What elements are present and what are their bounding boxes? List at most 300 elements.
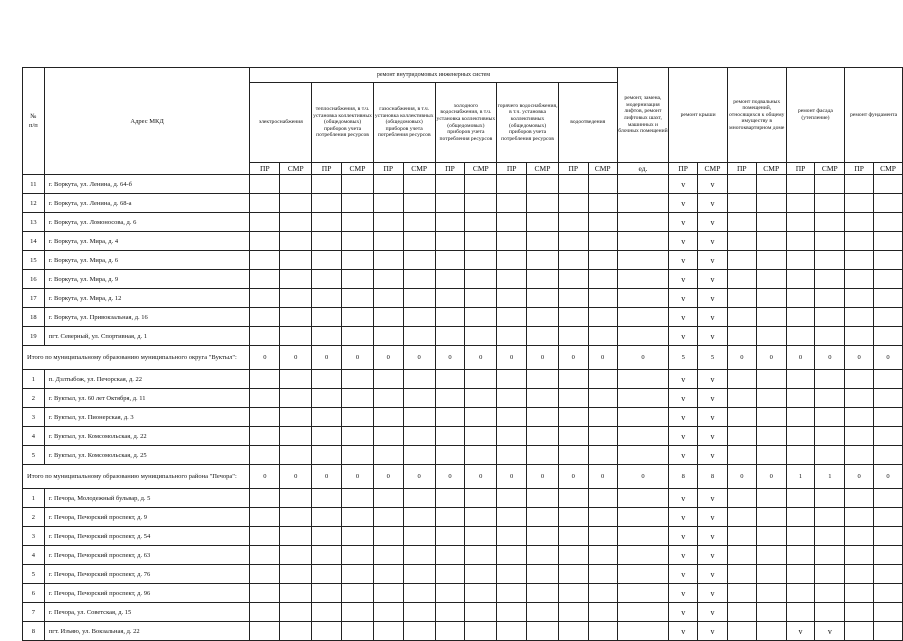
mark-cell xyxy=(527,508,559,527)
row-number: 8 xyxy=(23,622,45,641)
mark-cell: v xyxy=(669,565,698,584)
smr-label: СМР xyxy=(874,163,903,175)
col-heating-header: теплоснабжения, в т.ч. установка коллективных (общедомовых) приборов учета потребления ресурсов xyxy=(312,83,374,163)
mark-cell xyxy=(727,389,756,408)
mark-cell xyxy=(312,370,342,389)
row-address: г. Вуктыл, ул. Пионерская, д. 3 xyxy=(44,408,250,427)
mark-cell: v xyxy=(669,546,698,565)
mark-cell xyxy=(845,289,874,308)
mark-cell xyxy=(435,232,465,251)
table-row xyxy=(23,603,903,622)
mark-cell xyxy=(558,427,588,446)
mark-cell xyxy=(874,546,903,565)
ed-label: ед. xyxy=(617,163,669,175)
smr-label: СМР xyxy=(815,163,845,175)
mark-cell xyxy=(617,327,669,346)
row-number: 1 xyxy=(23,489,45,508)
col-foundation-header: ремонт фундамента xyxy=(845,68,903,163)
mark-cell: v xyxy=(786,622,815,641)
total-value: 0 xyxy=(373,346,403,370)
mark-cell xyxy=(617,546,669,565)
mark-cell xyxy=(250,546,280,565)
repair-plan-table xyxy=(22,67,903,641)
col-cold-water-header: холодного водоснабжения, в т.ч. установка коллективных (общедомовых) приборов учета потребления ресурсов xyxy=(435,83,497,163)
total-value: 0 xyxy=(465,465,497,489)
mark-cell xyxy=(756,270,786,289)
total-value: 5 xyxy=(698,346,728,370)
mark-cell xyxy=(497,408,527,427)
total-value: 0 xyxy=(312,346,342,370)
mark-cell: v xyxy=(669,327,698,346)
mark-cell xyxy=(373,289,403,308)
mark-cell xyxy=(588,194,617,213)
mark-cell xyxy=(786,251,815,270)
mark-cell xyxy=(280,489,312,508)
mark-cell xyxy=(280,213,312,232)
mark-cell xyxy=(815,603,845,622)
mark-cell xyxy=(845,603,874,622)
mark-cell: v xyxy=(698,546,728,565)
mark-cell xyxy=(403,213,435,232)
mark-cell xyxy=(786,270,815,289)
total-value: 0 xyxy=(874,346,903,370)
row-address: г. Вуктыл, ул. Комсомольская, д. 25 xyxy=(44,446,250,465)
mark-cell xyxy=(280,603,312,622)
mark-cell xyxy=(727,289,756,308)
row-address: г. Вуктыл, ул. 60 лет Октября, д. 11 xyxy=(44,389,250,408)
mark-cell xyxy=(312,489,342,508)
mark-cell: v xyxy=(698,194,728,213)
mark-cell xyxy=(617,508,669,527)
mark-cell xyxy=(845,270,874,289)
row-address: г. Воркута, ул. Мира, д. 12 xyxy=(44,289,250,308)
mark-cell xyxy=(312,584,342,603)
total-value: 0 xyxy=(527,346,559,370)
mark-cell xyxy=(373,603,403,622)
mark-cell xyxy=(312,308,342,327)
mark-cell xyxy=(588,251,617,270)
mark-cell xyxy=(527,289,559,308)
mark-cell xyxy=(342,408,374,427)
total-value: 0 xyxy=(465,346,497,370)
mark-cell xyxy=(845,213,874,232)
table-row xyxy=(23,427,903,446)
row-address: п. Дзлтыбож, ул. Печорская, д. 22 xyxy=(44,370,250,389)
mark-cell: v xyxy=(698,270,728,289)
total-value: 1 xyxy=(815,465,845,489)
mark-cell xyxy=(403,489,435,508)
mark-cell xyxy=(280,194,312,213)
mark-cell xyxy=(815,213,845,232)
mark-cell xyxy=(497,427,527,446)
mark-cell: v xyxy=(698,175,728,194)
mark-cell xyxy=(588,270,617,289)
mark-cell xyxy=(373,584,403,603)
mark-cell xyxy=(617,527,669,546)
total-value: 0 xyxy=(815,346,845,370)
mark-cell xyxy=(727,508,756,527)
mark-cell: v xyxy=(698,408,728,427)
table-row xyxy=(23,565,903,584)
mark-cell xyxy=(558,370,588,389)
mark-cell xyxy=(527,251,559,270)
mark-cell xyxy=(558,270,588,289)
row-address: г. Воркута, ул. Мира, д. 9 xyxy=(44,270,250,289)
mark-cell: v xyxy=(669,427,698,446)
total-value: 0 xyxy=(845,465,874,489)
mark-cell xyxy=(815,327,845,346)
mark-cell xyxy=(727,370,756,389)
row-address: г. Воркута, ул. Ленина, д. 64-б xyxy=(44,175,250,194)
table-row xyxy=(23,251,903,270)
table-row xyxy=(23,213,903,232)
row-number: 7 xyxy=(23,603,45,622)
mark-cell xyxy=(527,213,559,232)
mark-cell xyxy=(727,308,756,327)
table-row xyxy=(23,546,903,565)
total-value: 0 xyxy=(342,465,374,489)
mark-cell xyxy=(403,584,435,603)
mark-cell: v xyxy=(698,446,728,465)
mark-cell xyxy=(727,546,756,565)
mark-cell xyxy=(373,508,403,527)
mark-cell xyxy=(403,389,435,408)
mark-cell: v xyxy=(669,584,698,603)
mark-cell xyxy=(250,508,280,527)
mark-cell xyxy=(786,584,815,603)
mark-cell xyxy=(497,527,527,546)
mark-cell xyxy=(312,270,342,289)
total-value: 0 xyxy=(558,346,588,370)
table-row xyxy=(23,175,903,194)
total-value: 0 xyxy=(874,465,903,489)
mark-cell xyxy=(280,565,312,584)
pr-label: ПР xyxy=(845,163,874,175)
mark-cell xyxy=(527,370,559,389)
mark-cell: v xyxy=(669,622,698,641)
total-value: 0 xyxy=(373,465,403,489)
mark-cell xyxy=(312,408,342,427)
mark-cell xyxy=(435,251,465,270)
mark-cell xyxy=(845,251,874,270)
total-row xyxy=(23,465,903,489)
mark-cell xyxy=(874,508,903,527)
total-value: 0 xyxy=(435,465,465,489)
mark-cell xyxy=(465,327,497,346)
row-address: г. Воркута, ул. Мира, д. 6 xyxy=(44,251,250,270)
row-number: 11 xyxy=(23,175,45,194)
row-address: г. Вуктыл, ул. Комсомольская, д. 22 xyxy=(44,427,250,446)
mark-cell xyxy=(874,213,903,232)
mark-cell xyxy=(756,194,786,213)
mark-cell xyxy=(403,327,435,346)
mark-cell xyxy=(617,308,669,327)
mark-cell xyxy=(756,527,786,546)
mark-cell xyxy=(250,289,280,308)
mark-cell xyxy=(465,603,497,622)
table-row xyxy=(23,327,903,346)
mark-cell xyxy=(497,389,527,408)
mark-cell: v xyxy=(669,508,698,527)
row-number: 4 xyxy=(23,546,45,565)
mark-cell xyxy=(373,527,403,546)
mark-cell xyxy=(874,175,903,194)
mark-cell xyxy=(727,622,756,641)
mark-cell xyxy=(815,308,845,327)
col-basement-header: ремонт подвальных помещений, относящихся к общему имуществу в многоквартирном доме xyxy=(727,68,786,163)
mark-cell xyxy=(403,270,435,289)
mark-cell xyxy=(786,446,815,465)
mark-cell xyxy=(874,408,903,427)
mark-cell xyxy=(617,389,669,408)
mark-cell xyxy=(342,446,374,465)
mark-cell xyxy=(588,389,617,408)
mark-cell xyxy=(527,446,559,465)
mark-cell xyxy=(786,508,815,527)
mark-cell xyxy=(403,446,435,465)
mark-cell xyxy=(342,622,374,641)
mark-cell xyxy=(727,251,756,270)
mark-cell xyxy=(874,194,903,213)
col-electric-header: электроснабжения xyxy=(250,83,312,163)
mark-cell xyxy=(280,408,312,427)
mark-cell xyxy=(527,175,559,194)
mark-cell xyxy=(756,508,786,527)
mark-cell xyxy=(617,232,669,251)
total-value: 0 xyxy=(756,465,786,489)
mark-cell xyxy=(250,389,280,408)
row-number: 19 xyxy=(23,327,45,346)
mark-cell xyxy=(435,489,465,508)
mark-cell xyxy=(874,527,903,546)
mark-cell xyxy=(342,194,374,213)
total-value: 0 xyxy=(497,346,527,370)
mark-cell xyxy=(497,213,527,232)
mark-cell: v xyxy=(698,370,728,389)
mark-cell xyxy=(727,427,756,446)
mark-cell xyxy=(617,251,669,270)
mark-cell xyxy=(756,622,786,641)
mark-cell xyxy=(558,584,588,603)
mark-cell xyxy=(588,508,617,527)
mark-cell xyxy=(280,327,312,346)
mark-cell xyxy=(845,622,874,641)
mark-cell xyxy=(373,175,403,194)
mark-cell xyxy=(727,232,756,251)
mark-cell xyxy=(527,270,559,289)
mark-cell xyxy=(312,622,342,641)
mark-cell xyxy=(435,508,465,527)
total-value: 0 xyxy=(756,346,786,370)
mark-cell: v xyxy=(669,603,698,622)
mark-cell xyxy=(342,584,374,603)
mark-cell xyxy=(497,603,527,622)
mark-cell xyxy=(786,489,815,508)
mark-cell xyxy=(497,270,527,289)
mark-cell xyxy=(435,194,465,213)
mark-cell xyxy=(250,370,280,389)
mark-cell xyxy=(373,489,403,508)
row-address: г. Печора, Печорский проспект, д. 54 xyxy=(44,527,250,546)
mark-cell xyxy=(373,446,403,465)
row-address: пгт. Изъяю, ул. Вокзальная, д. 22 xyxy=(44,622,250,641)
mark-cell xyxy=(312,546,342,565)
mark-cell xyxy=(558,194,588,213)
mark-cell xyxy=(342,175,374,194)
mark-cell xyxy=(727,327,756,346)
mark-cell xyxy=(845,308,874,327)
mark-cell xyxy=(312,508,342,527)
mark-cell xyxy=(465,370,497,389)
mark-cell xyxy=(815,546,845,565)
mark-cell xyxy=(558,213,588,232)
mark-cell xyxy=(588,446,617,465)
total-value: 0 xyxy=(588,465,617,489)
mark-cell xyxy=(786,194,815,213)
mark-cell xyxy=(786,370,815,389)
mark-cell xyxy=(342,232,374,251)
mark-cell xyxy=(845,565,874,584)
mark-cell xyxy=(373,370,403,389)
mark-cell xyxy=(727,175,756,194)
mark-cell xyxy=(342,603,374,622)
mark-cell xyxy=(874,232,903,251)
mark-cell xyxy=(727,527,756,546)
mark-cell xyxy=(280,622,312,641)
smr-label: СМР xyxy=(698,163,728,175)
row-number: 13 xyxy=(23,213,45,232)
mark-cell xyxy=(312,251,342,270)
total-value: 0 xyxy=(617,346,669,370)
mark-cell xyxy=(342,389,374,408)
smr-label: СМР xyxy=(280,163,312,175)
mark-cell xyxy=(250,327,280,346)
mark-cell xyxy=(342,546,374,565)
mark-cell xyxy=(312,289,342,308)
total-value: 0 xyxy=(527,465,559,489)
total-value: 0 xyxy=(497,465,527,489)
mark-cell xyxy=(786,175,815,194)
mark-cell xyxy=(250,251,280,270)
mark-cell xyxy=(845,546,874,565)
row-number: 5 xyxy=(23,446,45,465)
mark-cell: v xyxy=(669,527,698,546)
mark-cell xyxy=(280,289,312,308)
table-row xyxy=(23,389,903,408)
mark-cell: v xyxy=(669,270,698,289)
mark-cell xyxy=(312,327,342,346)
mark-cell xyxy=(874,289,903,308)
mark-cell xyxy=(588,427,617,446)
mark-cell xyxy=(342,213,374,232)
mark-cell xyxy=(845,194,874,213)
row-number: 12 xyxy=(23,194,45,213)
row-address: г. Печора, Печорский проспект, д. 9 xyxy=(44,508,250,527)
row-address: пгт. Северный, ул. Спортивная, д. 1 xyxy=(44,327,250,346)
mark-cell xyxy=(403,251,435,270)
mark-cell xyxy=(617,408,669,427)
mark-cell xyxy=(465,408,497,427)
mark-cell xyxy=(558,232,588,251)
mark-cell: v xyxy=(698,308,728,327)
mark-cell xyxy=(250,175,280,194)
mark-cell xyxy=(756,308,786,327)
mark-cell xyxy=(786,527,815,546)
mark-cell xyxy=(874,427,903,446)
row-address: г. Воркута, ул. Ленина, д. 68-а xyxy=(44,194,250,213)
mark-cell xyxy=(617,370,669,389)
row-address: г. Печора, Печорский проспект, д. 63 xyxy=(44,546,250,565)
mark-cell xyxy=(280,389,312,408)
mark-cell xyxy=(617,194,669,213)
mark-cell xyxy=(280,370,312,389)
total-label: Итого по муниципальному образованию муниципального района "Печора": xyxy=(23,465,250,489)
mark-cell xyxy=(558,408,588,427)
col-num-header: № п/п xyxy=(23,68,45,175)
mark-cell xyxy=(815,251,845,270)
mark-cell xyxy=(727,489,756,508)
col-gas-header: газоснабжения, в т.ч. установка коллективных (общедомовых) приборов учета потребления ресурсов xyxy=(373,83,435,163)
mark-cell xyxy=(403,603,435,622)
mark-cell xyxy=(617,213,669,232)
mark-cell xyxy=(558,446,588,465)
row-number: 18 xyxy=(23,308,45,327)
total-label: Итого по муниципальному образованию муниципального округа "Вуктыл": xyxy=(23,346,250,370)
mark-cell xyxy=(250,527,280,546)
mark-cell xyxy=(465,427,497,446)
mark-cell xyxy=(845,232,874,251)
mark-cell xyxy=(497,584,527,603)
mark-cell xyxy=(588,565,617,584)
mark-cell xyxy=(280,427,312,446)
mark-cell: v xyxy=(698,489,728,508)
total-value: 0 xyxy=(280,465,312,489)
mark-cell xyxy=(403,565,435,584)
mark-cell xyxy=(617,584,669,603)
mark-cell xyxy=(558,327,588,346)
mark-cell xyxy=(312,389,342,408)
mark-cell xyxy=(845,427,874,446)
mark-cell xyxy=(435,546,465,565)
mark-cell xyxy=(588,622,617,641)
mark-cell xyxy=(250,408,280,427)
mark-cell xyxy=(815,389,845,408)
mark-cell xyxy=(373,194,403,213)
table-row xyxy=(23,370,903,389)
mark-cell xyxy=(845,370,874,389)
table-row xyxy=(23,408,903,427)
mark-cell xyxy=(756,289,786,308)
table-row xyxy=(23,508,903,527)
mark-cell xyxy=(558,308,588,327)
mark-cell xyxy=(403,527,435,546)
mark-cell xyxy=(312,175,342,194)
mark-cell: v xyxy=(669,251,698,270)
mark-cell xyxy=(815,527,845,546)
mark-cell xyxy=(465,308,497,327)
mark-cell xyxy=(465,251,497,270)
mark-cell xyxy=(403,370,435,389)
mark-cell xyxy=(435,565,465,584)
mark-cell xyxy=(342,251,374,270)
mark-cell xyxy=(588,408,617,427)
mark-cell xyxy=(465,622,497,641)
mark-cell: v xyxy=(698,327,728,346)
row-address: г. Печора, Молодежный бульвар, д. 5 xyxy=(44,489,250,508)
mark-cell xyxy=(786,546,815,565)
mark-cell xyxy=(845,175,874,194)
row-number: 17 xyxy=(23,289,45,308)
